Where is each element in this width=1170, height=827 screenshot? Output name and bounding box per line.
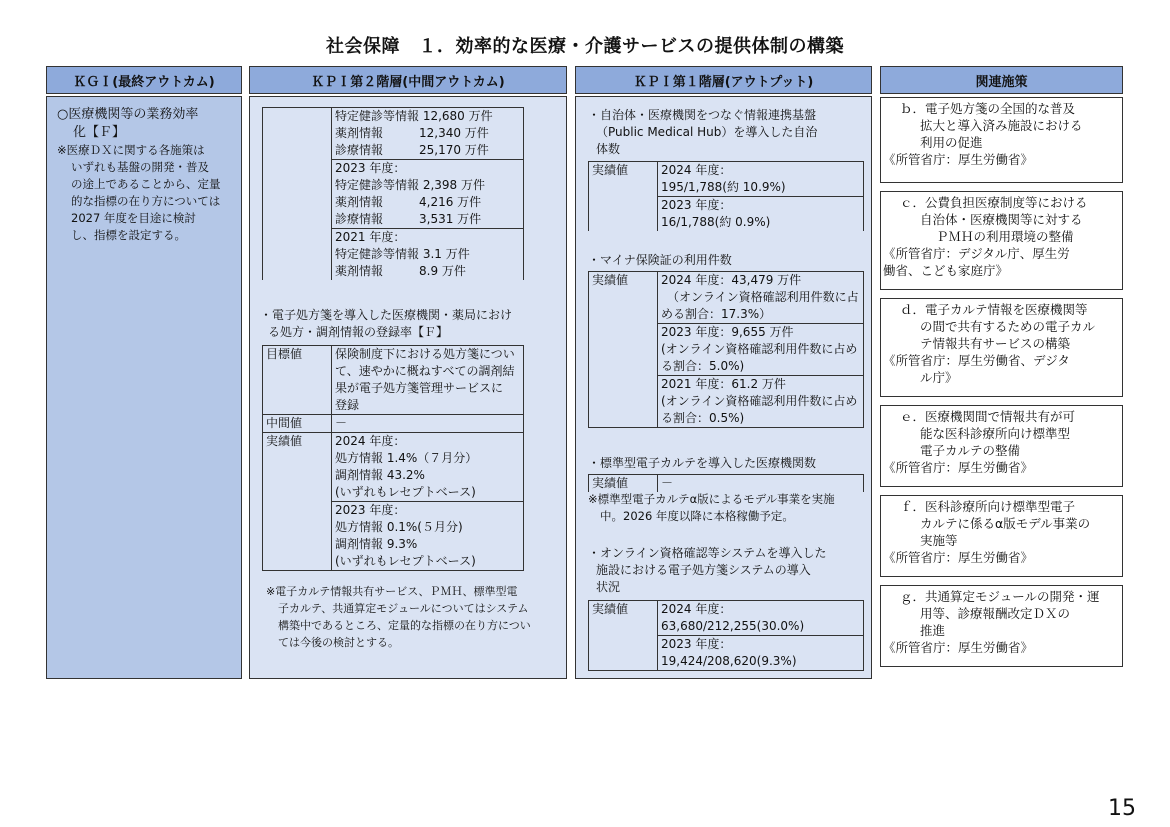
kpi1-section-eprescription: ・オンライン資格確認等システムを導入した 施設における電子処方箋システムの導入 状況 (588, 546, 827, 594)
table-cell: 実績値 (263, 433, 332, 571)
table-cell: 2023 年度： 19,424/208,620(9.3%) (658, 636, 864, 671)
table-cell: 実績値 (589, 601, 658, 671)
table-cell: 2021 年度： 特定健診等情報 3.1 万件 薬剤情報 8.9 万件 (332, 229, 524, 281)
table-cell (263, 108, 332, 281)
table-cell: 2023 年度：9,655 万件 (オンライン資格確認利用件数に占め る割合：5.0%) (658, 324, 864, 376)
kpi1-section-mynacard: ・マイナ保険証の利用件数 (588, 253, 732, 267)
kpi1-section-ehr: ・標準型電子カルテを導入した医療機関数 (588, 456, 817, 470)
table-cell: 目標値 (263, 346, 332, 415)
table-cell: 2023 年度： 16/1,788(約 0.9%) (658, 197, 864, 232)
kpi1-table-ehr (588, 474, 864, 492)
kpi1-table-pmh (588, 161, 864, 231)
related-measure-c: ｃ．公費負担医療制度等における 自治体・医療機関等に対する ＰＭＨの利用環境の整備 《所管省庁：デジタル庁、厚生労 働省、こども家庭庁》 (880, 191, 1123, 290)
kgi-column (46, 96, 242, 679)
kpi2-note: ※電子カルテ情報共有サービス、ＰＭＨ、標準型電 子カルテ、共通算定モジュールについてはシステム 構築中であるところ、定量的な指標の在り方につい ては今後の検討とする。 (266, 585, 531, 649)
kpi2-column (249, 96, 567, 679)
table-cell: 2023 年度： 特定健診等情報 2,398 万件 薬剤情報 4,216 万件 診療情報 3,531 万件 (332, 160, 524, 229)
page-title: 社会保障 １．効率的な医療・介護サービスの提供体制の構築 (326, 36, 844, 57)
related-measure-g: ｇ．共通算定モジュールの開発・運 用等、診療報酬改定ＤＸの 推進 《所管省庁：厚生労働省》 (880, 585, 1123, 667)
table-cell: － (658, 475, 864, 493)
page-number: 15 (1108, 796, 1136, 821)
table-cell: 実績値 (589, 162, 658, 232)
table-cell: 2024 年度： 処方情報 1.4%（７月分） 調剤情報 43.2% (いずれもレセプトベース) (332, 433, 524, 502)
kpi1-section-pmh: ・自治体・医療機関をつなぐ情報連携基盤 （Public Medical Hub）を導入した自治 体数 (588, 108, 818, 156)
table-cell: － (332, 415, 524, 433)
related-measure-e: ｅ．医療機関間で情報共有が可 能な医科診療所向け標準型 電子カルテの整備 《所管省庁：厚生労働省》 (880, 405, 1123, 487)
table-cell: 中間値 (263, 415, 332, 433)
table-cell: 2024 年度： 195/1,788(約 10.9%) (658, 162, 864, 197)
related-measure-b: ｂ．電子処方箋の全国的な普及 拡大と導入済み施設における 利用の促進 《所管省庁：厚生労働省》 (880, 97, 1123, 183)
table-cell: 特定健診等情報 12,680 万件 薬剤情報 12,340 万件 診療情報 25,170 万件 (332, 108, 524, 160)
table-cell: 実績値 (589, 475, 658, 493)
table-cell: 実績値 (589, 272, 658, 428)
kpi1-column (575, 96, 872, 679)
table-cell: 2021 年度：61.2 万件 (オンライン資格確認利用件数に占め る割合：0.5%) (658, 376, 864, 428)
related-measure-d: ｄ．電子カルテ情報を医療機関等 の間で共有するための電子カル テ情報共有サービスの構築 《所管省庁：厚生労働省、デジタ ル庁》 (880, 298, 1123, 397)
related-measure-f: ｆ．医科診療所向け標準型電子 カルテに係るα版モデル事業の 実施等 《所管省庁：厚生労働省》 (880, 495, 1123, 577)
kpi1-table-mynacard (588, 271, 864, 428)
table-cell: 2023 年度： 処方情報 0.1%(５月分) 調剤情報 9.3% (いずれもレセプトベース) (332, 502, 524, 571)
kpi1-note-ehr: ※標準型電子カルテα版によるモデル事業を実施 中。2026 年度以降に本格稼働予定。 (588, 492, 835, 523)
kgi-item: ○医療機関等の業務効率 化【Ｆ】 (57, 107, 199, 140)
header-kgi: ＫＧＩ(最終アウトカム) (46, 66, 242, 94)
header-related: 関連施策 (880, 66, 1123, 94)
table-cell: 2024 年度： 63,680/212,255(30.0%) (658, 601, 864, 636)
header-kpi1: ＫＰＩ第１階層(アウトプット) (575, 66, 872, 94)
kpi2-table-2 (262, 345, 524, 571)
table-cell: 保険制度下における処方箋につい て、速やかに概ねすべての調剤結 果が電子処方箋管理サービスに 登録 (332, 346, 524, 415)
header-kpi2: ＫＰＩ第２階層(中間アウトカム) (249, 66, 567, 94)
table-cell: 2024 年度：43,479 万件 （オンライン資格確認利用件数に占 める割合：17.3%） (658, 272, 864, 324)
kgi-note: ※医療ＤＸに関する各施策は いずれも基盤の開発・普及 の途上であることから、定量 的な指標の在り方については 2027 年度を目途に検討 し、指標を設定する。 (57, 143, 221, 242)
kpi2-table-1 (262, 107, 524, 280)
kpi1-table-eprescription (588, 600, 864, 671)
kpi2-section-prescription: ・電子処方箋を導入した医療機関・薬局におけ る処方・調剤情報の登録率【Ｆ】 (260, 308, 513, 339)
